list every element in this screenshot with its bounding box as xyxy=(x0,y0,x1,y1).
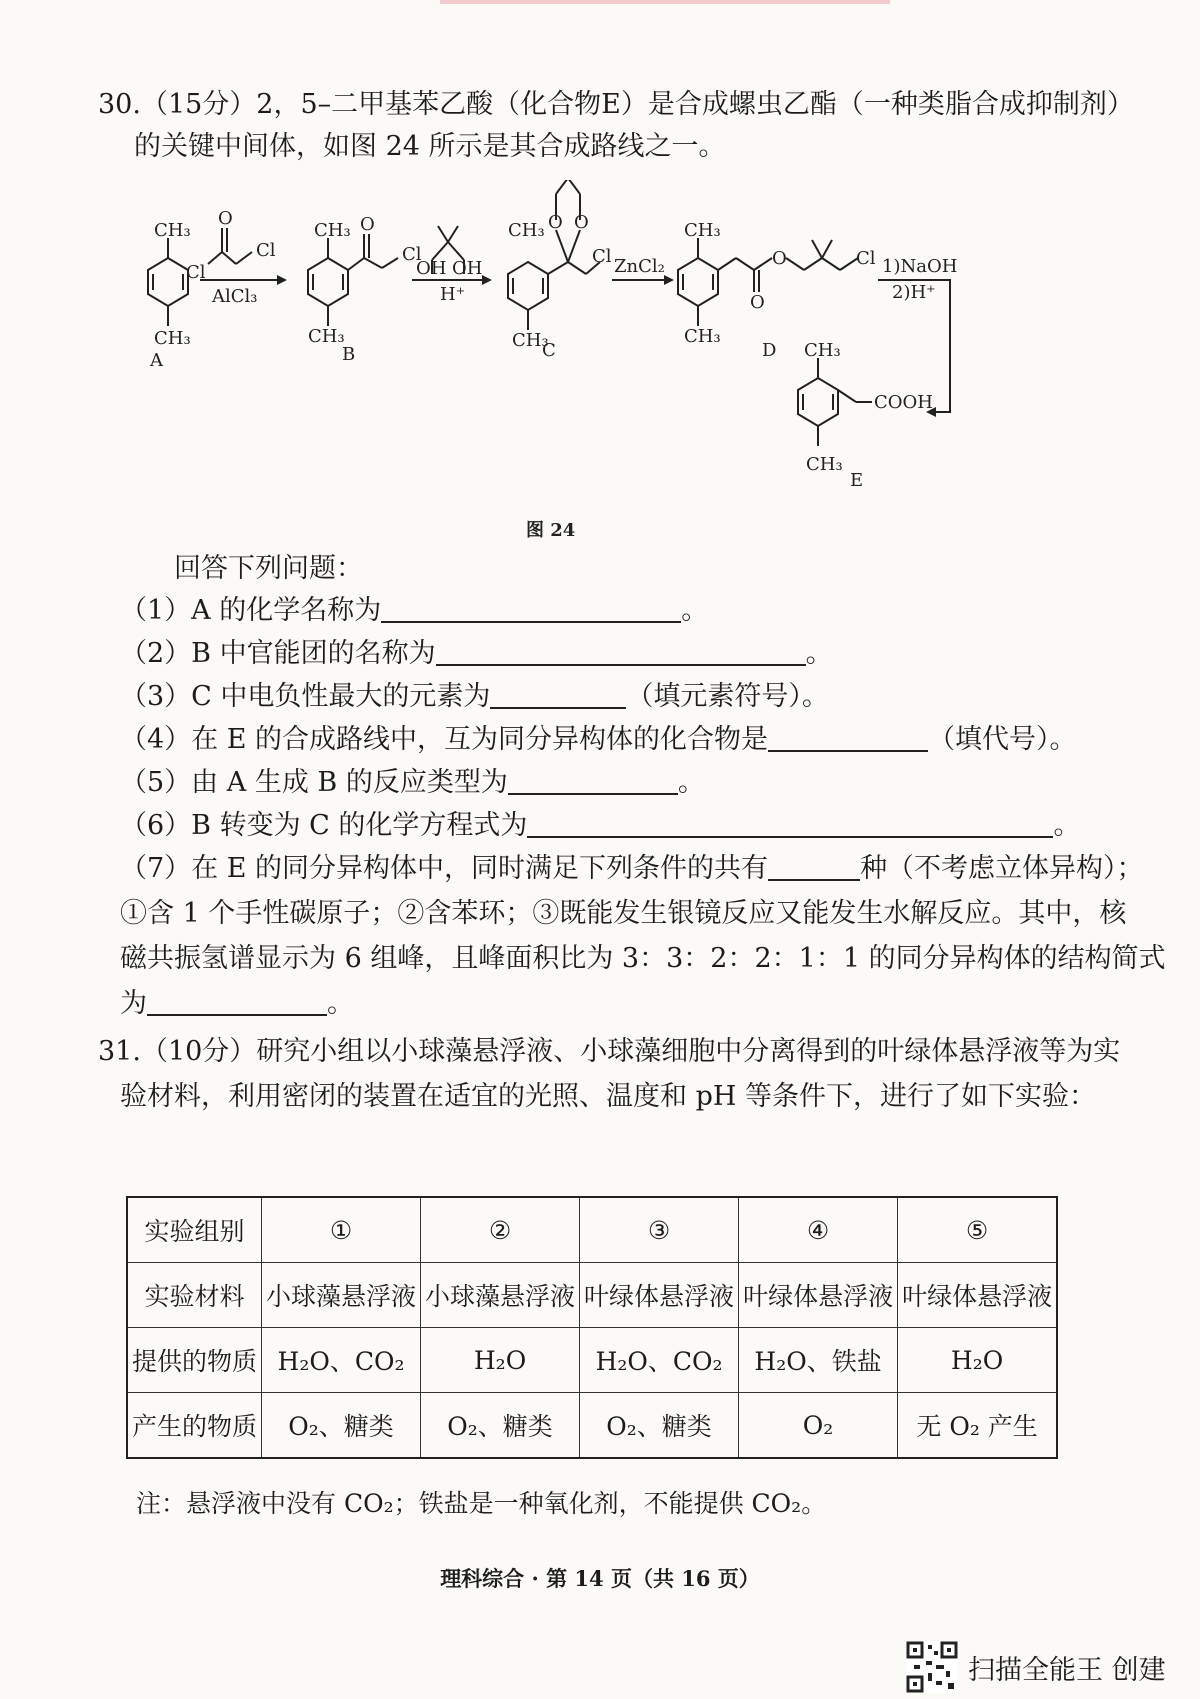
page-footer: 理科综合 · 第 14 页（共 16 页） xyxy=(440,1566,760,1591)
table-cell: H₂O、铁盐 xyxy=(739,1328,898,1393)
scanner-watermark: 扫描全能王 创建 xyxy=(906,1641,1166,1693)
svg-text:Cl: Cl xyxy=(856,248,876,269)
question-5: （5）由 A 生成 B 的反应类型为 。 xyxy=(120,767,705,798)
answer-blank-8 xyxy=(147,988,327,1016)
svg-text:AlCl₃: AlCl₃ xyxy=(212,286,258,307)
row-header-cell: 产生的物质 xyxy=(127,1393,262,1459)
table-cell: ⑤ xyxy=(898,1197,1058,1263)
table-row xyxy=(127,1328,1057,1393)
answer-blank-4 xyxy=(768,724,928,752)
question-2: （2）B 中官能团的名称为 。 xyxy=(120,638,833,669)
answer-blank-5 xyxy=(508,767,678,795)
svg-text:CH₃: CH₃ xyxy=(804,340,841,361)
table-row xyxy=(127,1197,1057,1263)
svg-text:E: E xyxy=(850,470,864,491)
answer-blank-1 xyxy=(381,595,681,623)
svg-text:CH₃: CH₃ xyxy=(154,220,191,241)
svg-text:Cl: Cl xyxy=(402,244,422,265)
svg-text:Cl: Cl xyxy=(256,240,276,261)
table-cell: O₂ xyxy=(739,1393,898,1459)
table-cell: H₂O xyxy=(421,1328,580,1393)
question-3: （3）C 中电负性最大的元素为 （填元素符号）。 xyxy=(120,681,829,712)
table-cell: 小球藻悬浮液 xyxy=(421,1263,580,1328)
top-edge-mark xyxy=(440,0,890,4)
svg-text:D: D xyxy=(762,340,777,361)
answer-blank-6 xyxy=(527,810,1053,838)
question-7-nmr: 磁共振氢谱显示为 6 组峰，且峰面积比为 3：3：2：2：1：1 的同分异构体的结构简式 xyxy=(120,943,1166,974)
table-cell: ③ xyxy=(580,1197,739,1263)
svg-text:O: O xyxy=(218,208,233,229)
svg-text:CH₃: CH₃ xyxy=(512,330,549,351)
svg-text:ZnCl₂: ZnCl₂ xyxy=(614,256,665,277)
figure-caption: 图 24 xyxy=(526,520,576,541)
row-header-cell: 提供的物质 xyxy=(127,1328,262,1393)
svg-text:CH₃: CH₃ xyxy=(154,328,191,349)
svg-text:CH₃: CH₃ xyxy=(308,326,345,347)
row-header-cell: 实验材料 xyxy=(127,1263,262,1328)
q30-line2: 的关键中间体，如图 24 所示是其合成路线之一。 xyxy=(134,131,726,162)
svg-text:COOH: COOH xyxy=(874,392,933,413)
svg-text:OH: OH xyxy=(452,258,483,279)
table-cell: 叶绿体悬浮液 xyxy=(898,1263,1058,1328)
svg-text:B: B xyxy=(342,344,356,365)
svg-text:CH₃: CH₃ xyxy=(684,326,721,347)
q31-line1: 31.（10分）研究小组以小球藻悬浮液、小球藻细胞中分离得到的叶绿体悬浮液等为实 xyxy=(98,1036,1121,1067)
svg-text:OH: OH xyxy=(416,258,447,279)
svg-text:O: O xyxy=(574,212,589,233)
table-row xyxy=(127,1393,1057,1459)
svg-text:O: O xyxy=(772,248,787,269)
answer-blank-7 xyxy=(768,853,860,881)
table-cell: H₂O xyxy=(898,1328,1058,1393)
table-cell: O₂、糖类 xyxy=(262,1393,421,1459)
table-cell: ① xyxy=(262,1197,421,1263)
svg-text:H⁺: H⁺ xyxy=(440,284,466,305)
question-1: （1）A 的化学名称为 。 xyxy=(120,595,709,626)
svg-text:O: O xyxy=(360,214,375,235)
table-cell: O₂、糖类 xyxy=(580,1393,739,1459)
answer-blank-2 xyxy=(436,638,806,666)
svg-text:Cl: Cl xyxy=(186,262,206,283)
row-header-cell: 实验组别 xyxy=(127,1197,262,1263)
q31-line2: 验材料，利用密闭的装置在适宜的光照、温度和 pH 等条件下，进行了如下实验： xyxy=(120,1081,1096,1112)
answer-blank-3 xyxy=(490,681,626,709)
svg-text:O: O xyxy=(548,212,563,233)
table-cell: ② xyxy=(421,1197,580,1263)
svg-text:Cl: Cl xyxy=(592,246,612,267)
svg-text:C: C xyxy=(542,340,556,361)
question-7: （7）在 E 的同分异构体中，同时满足下列条件的共有 种（不考虑立体异构）； xyxy=(120,853,1144,884)
svg-text:1)NaOH: 1)NaOH xyxy=(882,256,958,277)
svg-text:CH₃: CH₃ xyxy=(684,220,721,241)
table-cell: 小球藻悬浮液 xyxy=(262,1263,421,1328)
svg-text:A: A xyxy=(150,350,163,371)
svg-text:2)H⁺: 2)H⁺ xyxy=(892,282,936,303)
experiment-table xyxy=(126,1196,1058,1459)
qr-code-icon xyxy=(906,1641,958,1693)
table-cell: 叶绿体悬浮液 xyxy=(580,1263,739,1328)
table-cell: H₂O、CO₂ xyxy=(580,1328,739,1393)
table-row xyxy=(127,1263,1057,1328)
table-cell: H₂O、CO₂ xyxy=(262,1328,421,1393)
table-cell: 无 O₂ 产生 xyxy=(898,1393,1058,1459)
synthesis-route-figure xyxy=(0,180,1200,550)
svg-text:CH₃: CH₃ xyxy=(508,220,545,241)
question-7-conditions: ①含 1 个手性碳原子；②含苯环；③既能发生银镜反应又能发生水解反应。其中，核 xyxy=(120,898,1127,929)
svg-text:O: O xyxy=(750,292,765,313)
question-4: （4）在 E 的合成路线中，互为同分异构体的化合物是 （填代号）。 xyxy=(120,724,1077,755)
svg-text:CH₃: CH₃ xyxy=(806,454,843,475)
table-cell: 叶绿体悬浮液 xyxy=(739,1263,898,1328)
q30-line1: 30.（15分）2，5–二甲基苯乙酸（化合物E）是合成螺虫乙酯（一种类脂合成抑制剂） xyxy=(98,89,1134,120)
question-6: （6）B 转变为 C 的化学方程式为 。 xyxy=(120,810,1081,841)
svg-text:CH₃: CH₃ xyxy=(314,220,351,241)
table-cell: ④ xyxy=(739,1197,898,1263)
table-cell: O₂、糖类 xyxy=(421,1393,580,1459)
table-note: 注：悬浮液中没有 CO₂；铁盐是一种氧化剂，不能提供 CO₂。 xyxy=(136,1489,827,1518)
answer-intro: 回答下列问题： xyxy=(174,553,363,584)
question-7-answer: 为 。 xyxy=(120,988,354,1019)
